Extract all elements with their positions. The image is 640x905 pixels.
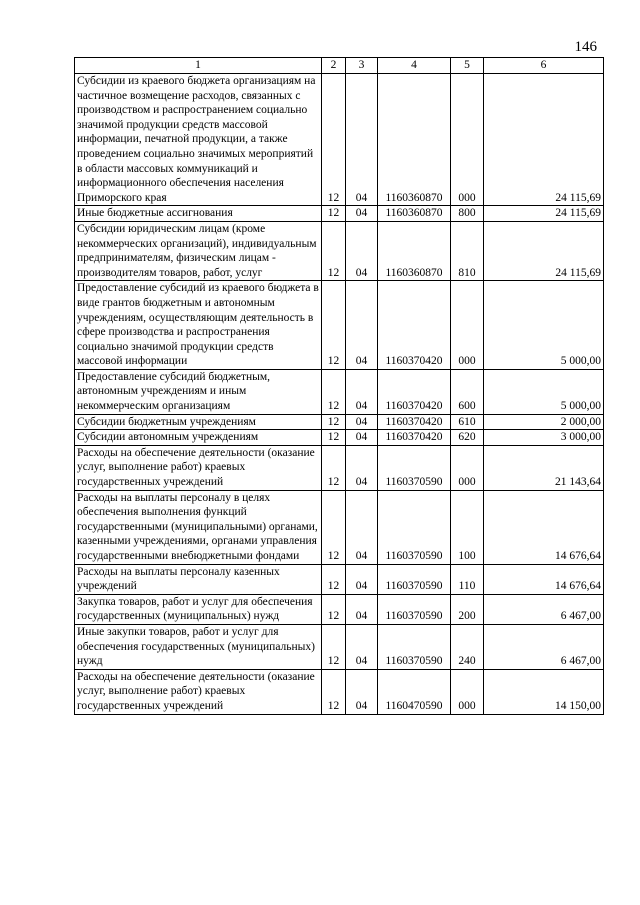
table-row [75, 206, 604, 222]
row-target-item: 1160370590 [378, 594, 451, 624]
row-section: 12 [322, 445, 346, 490]
row-section: 12 [322, 74, 346, 206]
row-name: Иные закупки товаров, работ и услуг для обеспечения государственных (муниципальных) нужд [75, 624, 322, 669]
row-section: 12 [322, 564, 346, 594]
row-subsection: 04 [346, 445, 378, 490]
row-section: 12 [322, 414, 346, 430]
row-amount: 24 115,69 [484, 206, 604, 222]
row-section: 12 [322, 624, 346, 669]
row-name: Субсидии из краевого бюджета организациям на частичное возмещение расходов, связанных с производством и распространением социально значимой продукции средств массовой информации, печатной продукции, а также проведением социально значимых мероприятий в области массовых коммуникаций и информационного обеспечения населения Приморского края [75, 74, 322, 206]
table-row [75, 490, 604, 564]
row-amount: 24 115,69 [484, 74, 604, 206]
row-subsection: 04 [346, 221, 378, 280]
row-section: 12 [322, 669, 346, 714]
row-name: Предоставление субсидий из краевого бюджета в виде грантов бюджетным и автономным учреждениям, осуществляющим деятельность в сфере производства и распространения социально значимой продукции средств массовой информации [75, 281, 322, 370]
budget-table [74, 57, 604, 715]
table-row [75, 430, 604, 446]
row-expense-type: 000 [451, 74, 484, 206]
column-header-target-item: 4 [378, 58, 451, 74]
row-target-item: 1160370420 [378, 414, 451, 430]
table-header-row [75, 58, 604, 74]
row-name: Расходы на обеспечение деятельности (оказание услуг, выполнение работ) краевых государственных учреждений [75, 445, 322, 490]
row-amount: 21 143,64 [484, 445, 604, 490]
table-row [75, 445, 604, 490]
row-amount: 2 000,00 [484, 414, 604, 430]
table-row [75, 281, 604, 370]
table-row [75, 669, 604, 714]
column-header-section: 2 [322, 58, 346, 74]
row-amount: 6 467,00 [484, 624, 604, 669]
row-target-item: 1160470590 [378, 669, 451, 714]
row-subsection: 04 [346, 206, 378, 222]
row-target-item: 1160370590 [378, 564, 451, 594]
row-expense-type: 610 [451, 414, 484, 430]
row-name: Предоставление субсидий бюджетным, автономным учреждениям и иным некоммерческим организациям [75, 369, 322, 414]
row-subsection: 04 [346, 624, 378, 669]
row-target-item: 1160370420 [378, 430, 451, 446]
row-target-item: 1160370590 [378, 490, 451, 564]
row-expense-type: 100 [451, 490, 484, 564]
row-target-item: 1160370420 [378, 281, 451, 370]
row-amount: 14 676,64 [484, 490, 604, 564]
row-name: Закупка товаров, работ и услуг для обеспечения государственных (муниципальных) нужд [75, 594, 322, 624]
row-name: Расходы на выплаты персоналу в целях обеспечения выполнения функций государственными (муниципальными) органами, казенными учреждениями, органами управления государственными внебюджетными фондами [75, 490, 322, 564]
table-row [75, 221, 604, 280]
page-number: 146 [574, 39, 597, 55]
table-row [75, 624, 604, 669]
row-target-item: 1160360870 [378, 206, 451, 222]
row-expense-type: 200 [451, 594, 484, 624]
row-subsection: 04 [346, 594, 378, 624]
column-header-expense-type: 5 [451, 58, 484, 74]
row-subsection: 04 [346, 564, 378, 594]
row-expense-type: 000 [451, 445, 484, 490]
row-section: 12 [322, 369, 346, 414]
row-amount: 14 676,64 [484, 564, 604, 594]
row-section: 12 [322, 281, 346, 370]
row-amount: 3 000,00 [484, 430, 604, 446]
table-row [75, 74, 604, 206]
row-target-item: 1160370420 [378, 369, 451, 414]
row-target-item: 1160370590 [378, 445, 451, 490]
row-subsection: 04 [346, 414, 378, 430]
row-amount: 5 000,00 [484, 281, 604, 370]
row-subsection: 04 [346, 74, 378, 206]
row-expense-type: 800 [451, 206, 484, 222]
row-amount: 6 467,00 [484, 594, 604, 624]
column-header-amount: 6 [484, 58, 604, 74]
column-header-name: 1 [75, 58, 322, 74]
row-target-item: 1160360870 [378, 221, 451, 280]
row-expense-type: 110 [451, 564, 484, 594]
table-row [75, 564, 604, 594]
row-section: 12 [322, 221, 346, 280]
row-section: 12 [322, 206, 346, 222]
row-target-item: 1160360870 [378, 74, 451, 206]
row-expense-type: 000 [451, 669, 484, 714]
row-name: Субсидии бюджетным учреждениям [75, 414, 322, 430]
column-header-subsection: 3 [346, 58, 378, 74]
row-expense-type: 810 [451, 221, 484, 280]
row-subsection: 04 [346, 669, 378, 714]
row-section: 12 [322, 490, 346, 564]
table-row [75, 594, 604, 624]
row-subsection: 04 [346, 281, 378, 370]
row-name: Расходы на выплаты персоналу казенных учреждений [75, 564, 322, 594]
row-amount: 5 000,00 [484, 369, 604, 414]
row-subsection: 04 [346, 490, 378, 564]
row-amount: 24 115,69 [484, 221, 604, 280]
row-expense-type: 620 [451, 430, 484, 446]
row-name: Субсидии автономным учреждениям [75, 430, 322, 446]
row-name: Иные бюджетные ассигнования [75, 206, 322, 222]
row-expense-type: 600 [451, 369, 484, 414]
row-target-item: 1160370590 [378, 624, 451, 669]
row-amount: 14 150,00 [484, 669, 604, 714]
row-subsection: 04 [346, 369, 378, 414]
row-expense-type: 000 [451, 281, 484, 370]
table-row [75, 369, 604, 414]
row-subsection: 04 [346, 430, 378, 446]
row-expense-type: 240 [451, 624, 484, 669]
row-name: Расходы на обеспечение деятельности (оказание услуг, выполнение работ) краевых государственных учреждений [75, 669, 322, 714]
row-name: Субсидии юридическим лицам (кроме некоммерческих организаций), индивидуальным предпринимателям, физическим лицам - производителям товаров, работ, услуг [75, 221, 322, 280]
row-section: 12 [322, 594, 346, 624]
table-row [75, 414, 604, 430]
row-section: 12 [322, 430, 346, 446]
